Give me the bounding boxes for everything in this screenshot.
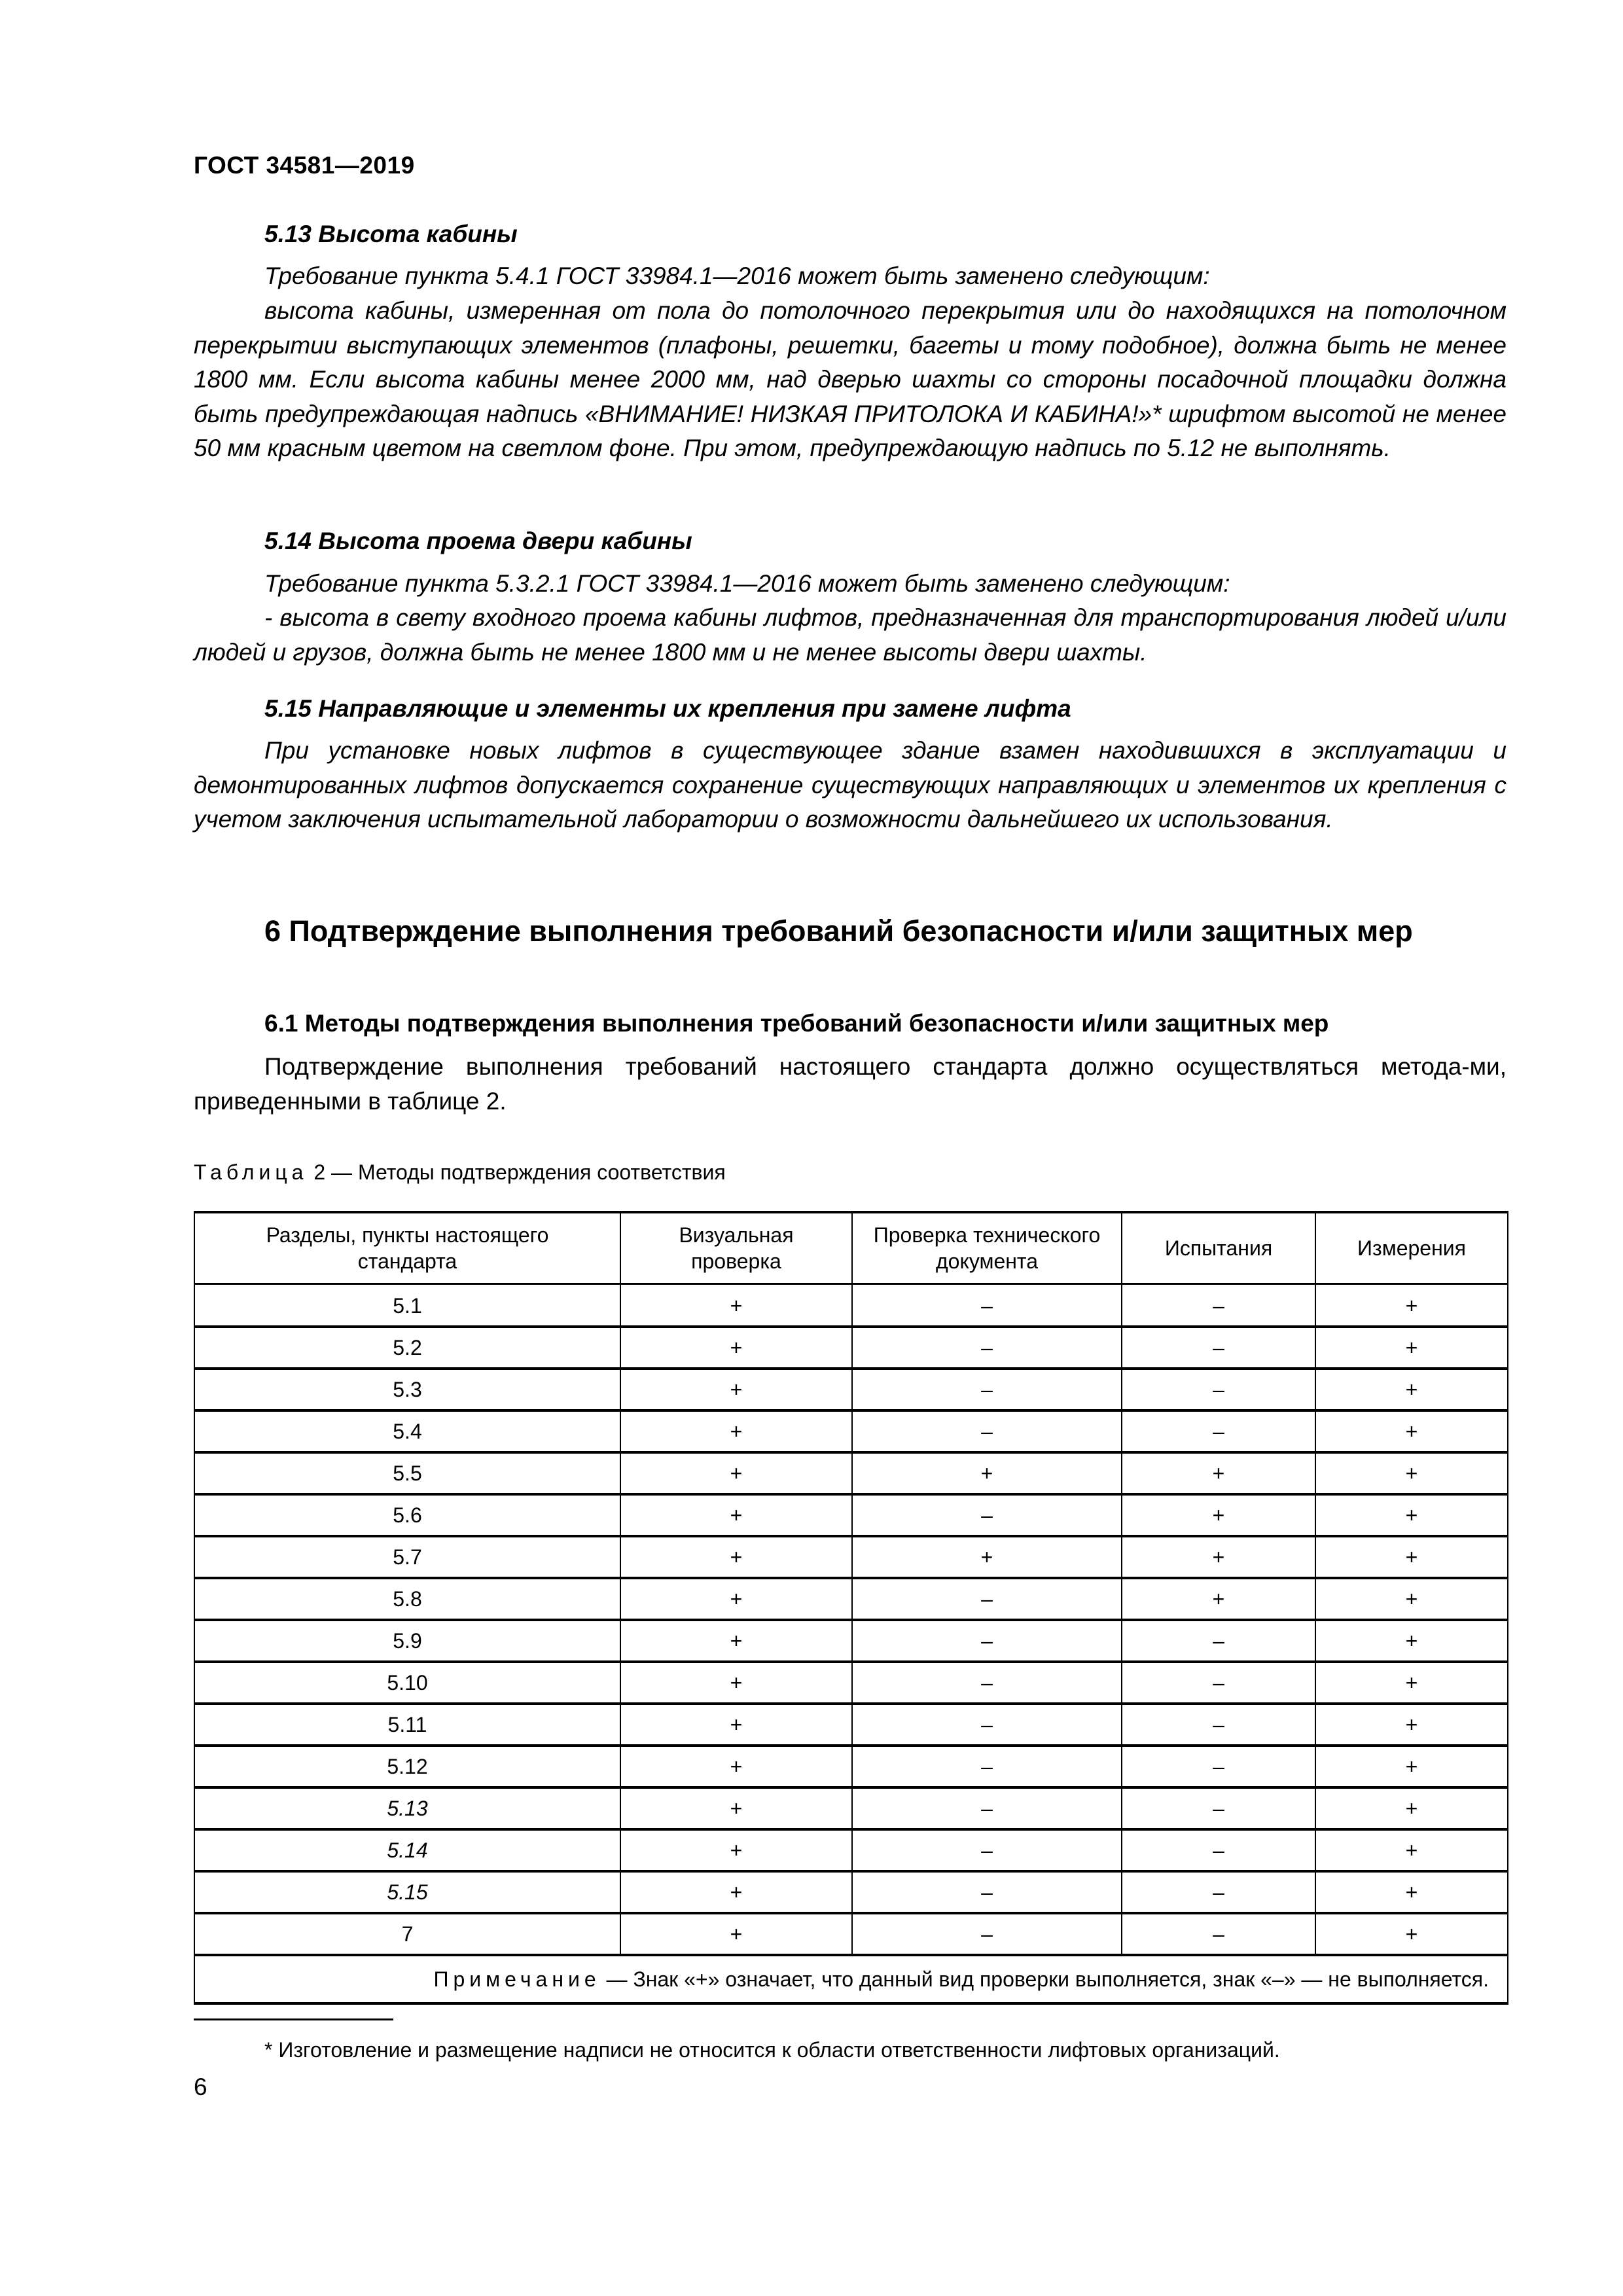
header-measurements: Измерения bbox=[1315, 1212, 1508, 1284]
table-row bbox=[194, 1620, 1508, 1662]
methods-table bbox=[194, 1211, 1508, 2005]
table-caption-text: 2 — Методы подтверждения соответствия bbox=[308, 1160, 726, 1184]
cell-tests: – bbox=[1122, 1746, 1315, 1787]
cell-measurements: + bbox=[1315, 1286, 1508, 1327]
cell-tests: – bbox=[1122, 1662, 1315, 1704]
paragraph-5-13-intro bbox=[194, 259, 1507, 294]
cell-measurements: + bbox=[1315, 1369, 1508, 1410]
table-note bbox=[194, 1955, 1508, 2003]
cell-tests: – bbox=[1122, 1829, 1315, 1871]
cell-doc-check: – bbox=[852, 1829, 1122, 1871]
cell-doc-check: – bbox=[852, 1494, 1122, 1536]
cell-measurements: + bbox=[1315, 1662, 1508, 1704]
footnote: * Изготовление и размещение надписи не относится к области ответственности лифтовых организаций. bbox=[264, 2038, 1280, 2062]
paragraph-text: высота кабины, измеренная от пола до потолочного перекрытия или до находящихся на потолочном перекрытии выступающих элементов (плафоны, решетки, багеты и тому подобное), должна быть не менее 1800 мм. Если высота кабины менее 2000 мм, над дверью шахты со стороны посадочной площадки должна быть предупреждающая надпись «ВНИМАНИЕ! НИЗКАЯ ПРИТОЛОКА И КАБИНА!»* шрифтом высотой не менее 50 мм красным цветом на светлом фоне. При этом, предупреждающую надпись по 5.12 не выполнять. bbox=[194, 297, 1507, 461]
cell-section: 5.4 bbox=[194, 1410, 620, 1452]
cell-section: 5.12 bbox=[194, 1746, 620, 1787]
cell-visual: + bbox=[620, 1286, 852, 1327]
table-row bbox=[194, 1787, 1508, 1829]
cell-measurements: + bbox=[1315, 1410, 1508, 1452]
heading-6-1: 6.1 Методы подтверждения выполнения требований безопасности и/или защитных мер bbox=[264, 1010, 1329, 1037]
cell-visual: + bbox=[620, 1536, 852, 1578]
table-row bbox=[194, 1452, 1508, 1494]
table-caption-label: Таблица bbox=[194, 1160, 308, 1184]
table-note-row bbox=[194, 1955, 1508, 2003]
cell-doc-check: – bbox=[852, 1662, 1122, 1704]
cell-doc-check: – bbox=[852, 1410, 1122, 1452]
note-label: Примечание bbox=[433, 1967, 601, 1991]
cell-visual: + bbox=[620, 1829, 852, 1871]
table-header-row bbox=[194, 1212, 1508, 1284]
cell-tests: – bbox=[1122, 1286, 1315, 1327]
table-row bbox=[194, 1536, 1508, 1578]
table-row bbox=[194, 1327, 1508, 1369]
cell-doc-check: – bbox=[852, 1578, 1122, 1620]
header-visual: Визуальная проверка bbox=[620, 1212, 852, 1284]
table-row bbox=[194, 1829, 1508, 1871]
table-row bbox=[194, 1662, 1508, 1704]
cell-section: 5.8 bbox=[194, 1578, 620, 1620]
cell-doc-check: – bbox=[852, 1369, 1122, 1410]
cell-tests: – bbox=[1122, 1704, 1315, 1746]
cell-measurements: + bbox=[1315, 1746, 1508, 1787]
table-row bbox=[194, 1913, 1508, 1955]
cell-tests: + bbox=[1122, 1536, 1315, 1578]
cell-doc-check: + bbox=[852, 1536, 1122, 1578]
cell-section: 5.5 bbox=[194, 1452, 620, 1494]
header-tests: Испытания bbox=[1122, 1212, 1315, 1284]
cell-doc-check: – bbox=[852, 1620, 1122, 1662]
paragraph-text: При установке новых лифтов в существующее здание взамен находившихся в эксплуатации и демонтированных лифтов допускается сохранение существующих направляющих и элементов их крепления с учетом заключения испытательной лаборатории о возможности дальнейшего их использования. bbox=[194, 737, 1507, 833]
cell-tests: + bbox=[1122, 1578, 1315, 1620]
cell-doc-check: – bbox=[852, 1871, 1122, 1913]
cell-visual: + bbox=[620, 1704, 852, 1746]
cell-doc-check: – bbox=[852, 1913, 1122, 1955]
cell-section: 5.13 bbox=[194, 1787, 620, 1829]
cell-tests: – bbox=[1122, 1620, 1315, 1662]
cell-tests: – bbox=[1122, 1369, 1315, 1410]
cell-visual: + bbox=[620, 1787, 852, 1829]
table-row bbox=[194, 1746, 1508, 1787]
paragraph-5-14-intro bbox=[194, 567, 1507, 601]
cell-section: 5.11 bbox=[194, 1704, 620, 1746]
cell-measurements: + bbox=[1315, 1578, 1508, 1620]
cell-tests: – bbox=[1122, 1327, 1315, 1369]
table-row bbox=[194, 1704, 1508, 1746]
cell-measurements: + bbox=[1315, 1829, 1508, 1871]
cell-measurements: + bbox=[1315, 1871, 1508, 1913]
header-sections: Разделы, пункты настоящего стандарта bbox=[194, 1212, 620, 1284]
cell-visual: + bbox=[620, 1369, 852, 1410]
heading-5-15: 5.15 Направляющие и элементы их крепления при замене лифта bbox=[264, 695, 1071, 722]
cell-measurements: + bbox=[1315, 1787, 1508, 1829]
cell-doc-check: + bbox=[852, 1452, 1122, 1494]
note-text: — Знак «+» означает, что данный вид проверки выполняется, знак «–» — не выполняется. bbox=[600, 1967, 1489, 1991]
heading-5-13: 5.13 Высота кабины bbox=[264, 221, 518, 247]
cell-tests: + bbox=[1122, 1452, 1315, 1494]
paragraph-text: Требование пункта 5.4.1 ГОСТ 33984.1—2016 может быть заменено следующим: bbox=[264, 262, 1210, 289]
cell-doc-check: – bbox=[852, 1746, 1122, 1787]
cell-section: 7 bbox=[194, 1913, 620, 1955]
cell-section: 5.1 bbox=[194, 1286, 620, 1327]
cell-doc-check: – bbox=[852, 1704, 1122, 1746]
paragraph-text: Требование пункта 5.3.2.1 ГОСТ 33984.1—2016 может быть заменено следующим: bbox=[264, 570, 1230, 597]
cell-section: 5.14 bbox=[194, 1829, 620, 1871]
paragraph-6-1-body bbox=[194, 1050, 1507, 1119]
cell-section: 5.15 bbox=[194, 1871, 620, 1913]
cell-visual: + bbox=[620, 1578, 852, 1620]
cell-section: 5.2 bbox=[194, 1327, 620, 1369]
cell-visual: + bbox=[620, 1452, 852, 1494]
table-row bbox=[194, 1286, 1508, 1327]
table-caption bbox=[194, 1160, 726, 1185]
cell-visual: + bbox=[620, 1662, 852, 1704]
cell-visual: + bbox=[620, 1327, 852, 1369]
page-number: 6 bbox=[194, 2073, 207, 2100]
cell-visual: + bbox=[620, 1620, 852, 1662]
table-row bbox=[194, 1578, 1508, 1620]
cell-tests: – bbox=[1122, 1913, 1315, 1955]
cell-section: 5.7 bbox=[194, 1536, 620, 1578]
paragraph-5-14-body bbox=[194, 601, 1507, 670]
table-row bbox=[194, 1494, 1508, 1536]
cell-tests: – bbox=[1122, 1871, 1315, 1913]
cell-visual: + bbox=[620, 1871, 852, 1913]
cell-visual: + bbox=[620, 1746, 852, 1787]
document-code-header: ГОСТ 34581—2019 bbox=[194, 152, 415, 179]
cell-measurements: + bbox=[1315, 1494, 1508, 1536]
cell-tests: – bbox=[1122, 1410, 1315, 1452]
cell-measurements: + bbox=[1315, 1536, 1508, 1578]
cell-measurements: + bbox=[1315, 1913, 1508, 1955]
footnote-divider bbox=[194, 2018, 393, 2020]
cell-measurements: + bbox=[1315, 1704, 1508, 1746]
table-row bbox=[194, 1369, 1508, 1410]
heading-6: 6 Подтверждение выполнения требований безопасности и/или защитных мер bbox=[264, 914, 1413, 948]
header-doc-check: Проверка технического документа bbox=[852, 1212, 1122, 1284]
cell-visual: + bbox=[620, 1494, 852, 1536]
cell-section: 5.9 bbox=[194, 1620, 620, 1662]
cell-doc-check: – bbox=[852, 1286, 1122, 1327]
cell-doc-check: – bbox=[852, 1327, 1122, 1369]
cell-section: 5.6 bbox=[194, 1494, 620, 1536]
cell-measurements: + bbox=[1315, 1327, 1508, 1369]
heading-5-14: 5.14 Высота проема двери кабины bbox=[264, 528, 692, 554]
cell-tests: – bbox=[1122, 1787, 1315, 1829]
paragraph-text: Подтверждение выполнения требований настоящего стандарта должно осуществляться метода-ми, приведенными в таблице 2. bbox=[194, 1053, 1507, 1115]
cell-tests: + bbox=[1122, 1494, 1315, 1536]
cell-visual: + bbox=[620, 1913, 852, 1955]
cell-measurements: + bbox=[1315, 1452, 1508, 1494]
paragraph-5-15-body bbox=[194, 734, 1507, 837]
cell-visual: + bbox=[620, 1410, 852, 1452]
cell-doc-check: – bbox=[852, 1787, 1122, 1829]
paragraph-5-13-body bbox=[194, 294, 1507, 466]
paragraph-text: - высота в свету входного проема кабины лифтов, предназначенная для транспортирования людей и/или людей и грузов, должна быть не менее 1800 мм и не менее высоты двери шахты. bbox=[194, 604, 1507, 666]
table-row bbox=[194, 1410, 1508, 1452]
cell-measurements: + bbox=[1315, 1620, 1508, 1662]
table-row bbox=[194, 1871, 1508, 1913]
cell-section: 5.3 bbox=[194, 1369, 620, 1410]
cell-section: 5.10 bbox=[194, 1662, 620, 1704]
